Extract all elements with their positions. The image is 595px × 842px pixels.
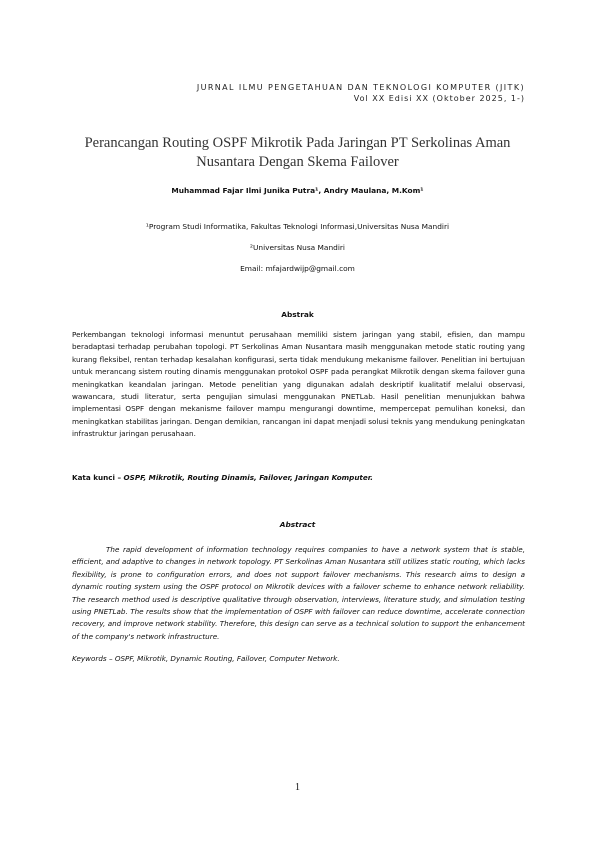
paper-title-line-1: Perancangan Routing OSPF Mikrotik Pada Jaringan PT Serkolinas Aman <box>84 135 511 151</box>
kata-kunci-values: OSPF, Mikrotik, Routing Dinamis, Failover, Jaringan Komputer. <box>123 473 373 482</box>
affiliation-1: ¹Program Studi Informatika, Fakultas Teknologi Informasi,Universitas Nusa Mandiri <box>145 222 450 231</box>
abstrak-body: Perkembangan teknologi informasi menuntut perusahaan memiliki sistem jaringan yang stabil, efisien, dan mampu beradaptasi terhadap perubahan topologi. PT Serkolinas Aman Nusantara masih menggunakan metode static routing yang kurang fleksibel, rentan terhadap kesalahan konfigurasi, serta tidak mendukung mekanisme failover. Penelitian ini bertujuan untuk merancang sistem routing dinamis menggunakan protokol OSPF pada perangkat Mikrotik dengan skema failover guna meningkatkan keandalan jaringan. Metode penelitian yang digunakan adalah deskriptif kualitatif melalui observasi, wawancara, studi literatur, serta pengujian simulasi menggunakan PNETLab. Hasil penelitian menunjukkan bahwa implementasi OSPF dengan mekanisme failover mampu mengurangi downtime, mempercepat pemulihan koneksi, dan meningkatkan stabilitas jaringan. Dengan demikian, rancangan ini dapat menjadi solusi teknis yang mendukung peningkatan infrastruktur jaringan perusahaan. <box>72 330 525 439</box>
keywords: Keywords – OSPF, Mikrotik, Dynamic Routing, Failover, Computer Network. <box>72 654 340 663</box>
page-number: 1 <box>295 782 300 793</box>
kata-kunci-label: Kata kunci – <box>72 473 124 482</box>
journal-header <box>197 82 525 104</box>
author-email: Email: mfajardwijp@gmail.com <box>240 264 355 273</box>
abstrak-heading: Abstrak <box>281 310 314 319</box>
paper-title-line-2: Nusantara Dengan Skema Failover <box>196 154 399 170</box>
kata-kunci <box>72 473 525 482</box>
abstract-body: The rapid development of information technology requires companies to have a network system that is stable, efficient, and adaptive to changes in network topology. PT Serkolinas Aman Nusantara still utilizes static routing, which lacks flexibility, is prone to configuration errors, and does not support failover mechanisms. This research aims to design a dynamic routing system using the OSPF protocol on Mikrotik devices with a failover scheme to enhance network reliability. The research method used is descriptive qualitative through observation, interviews, literature study, and simulation testing using PNETLab. The results show that the implementation of OSPF with failover can reduce downtime, accelerate connection recovery, and improve network stability. Therefore, this design can serve as a technical solution to support the enhancement of the company's network infrastructure. <box>72 545 525 641</box>
journal-name: JURNAL ILMU PENGETAHUAN DAN TEKNOLOGI KOMPUTER (JITK) <box>196 83 525 92</box>
paper-title <box>60 134 535 172</box>
affiliation-2: ²Universitas Nusa Mandiri <box>250 243 345 252</box>
abstract-heading: Abstract <box>279 520 316 529</box>
journal-issue: Vol XX Edisi XX (Oktober 2025, 1-) <box>353 94 525 103</box>
authors: Muhammad Fajar Ilmi Junika Putra¹, Andry Maulana, M.Kom¹ <box>171 186 424 195</box>
